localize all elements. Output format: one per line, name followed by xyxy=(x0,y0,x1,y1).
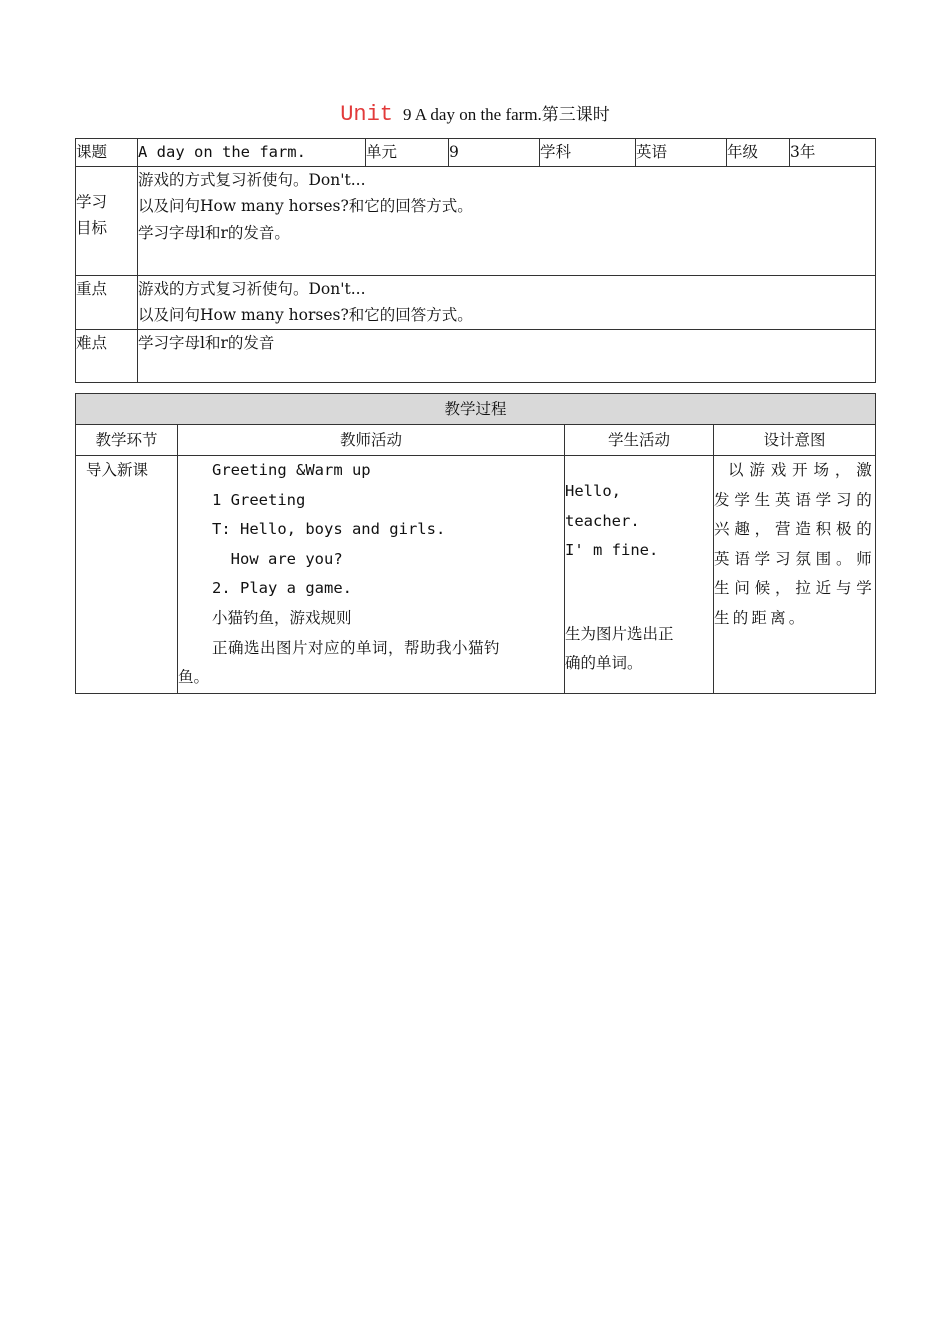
teacher-line: How are you? xyxy=(212,549,343,568)
objectives-row xyxy=(76,166,876,275)
objectives-label xyxy=(76,166,138,275)
subject-value: 英语 xyxy=(636,139,727,167)
difficulties-content xyxy=(138,329,876,382)
key-point-line: 以及问句How many horses?和它的回答方式。 xyxy=(138,306,473,324)
teacher-activity xyxy=(178,456,565,694)
difficulties-label: 难点 xyxy=(76,329,138,382)
col-teacher: 教师活动 xyxy=(178,425,565,456)
teacher-line: 2. Play a game. xyxy=(212,579,352,598)
student-line: Hello, xyxy=(565,482,621,500)
process-columns-row xyxy=(76,425,876,456)
document-title xyxy=(0,100,950,127)
student-line: 生为图片选出正 xyxy=(565,624,674,643)
col-student: 学生活动 xyxy=(565,425,714,456)
objective-line: 游戏的方式复习祈使句。Don't... xyxy=(138,170,366,189)
unit-label: 单元 xyxy=(366,139,449,167)
teaching-process-table xyxy=(75,393,876,694)
objective-line: 以及问句How many horses?和它的回答方式。 xyxy=(138,197,473,215)
subject-label: 学科 xyxy=(540,139,636,167)
student-line: 确的单词。 xyxy=(565,654,643,673)
teacher-line: 正确选出图片对应的单词，帮助我小猫钓 xyxy=(212,638,501,657)
key-points-content xyxy=(138,275,876,329)
process-row-intro xyxy=(76,456,876,694)
process-header: 教学过程 xyxy=(76,394,876,425)
teacher-line: Greeting &Warm up xyxy=(212,461,371,479)
design-intent-text: 以游戏开场，激发学生英语学习的兴趣，营造积极的英语学习氛围。师生问候，拉近与学生的距离。 xyxy=(714,461,876,627)
col-intent: 设计意图 xyxy=(714,425,876,456)
unit-value: 9 xyxy=(449,139,540,167)
title-rest: 9 A day on the farm.第三课时 xyxy=(403,105,610,124)
key-points-row xyxy=(76,275,876,329)
student-activity xyxy=(565,456,714,694)
lesson-info-table xyxy=(75,138,876,383)
stage-cell: 导入新课 xyxy=(76,456,178,694)
title-unit-word: Unit xyxy=(340,102,393,127)
student-line: teacher. xyxy=(565,511,640,530)
grade-value: 3年 xyxy=(790,139,876,167)
objectives-content xyxy=(138,166,876,275)
teacher-line: T: Hello, boys and girls. xyxy=(212,520,446,539)
key-point-line: 游戏的方式复习祈使句。Don't... xyxy=(138,279,366,298)
info-row xyxy=(76,139,876,167)
grade-label: 年级 xyxy=(727,139,790,167)
topic-label: 课题 xyxy=(76,139,138,167)
teacher-line: 鱼。 xyxy=(178,668,210,687)
key-points-label: 重点 xyxy=(76,275,138,329)
student-line: I' m fine. xyxy=(565,541,659,560)
difficulty-line: 学习字母l和r的发音 xyxy=(138,333,275,352)
teacher-line: 1 Greeting xyxy=(212,490,306,509)
col-stage: 教学环节 xyxy=(76,425,178,456)
process-header-row xyxy=(76,394,876,425)
topic-value: A day on the farm. xyxy=(138,139,366,167)
design-intent xyxy=(714,456,876,694)
teacher-line: 小猫钓鱼，游戏规则 xyxy=(212,608,352,627)
difficulties-row xyxy=(76,329,876,382)
objectives-label-line2: 目标 xyxy=(76,219,108,237)
objectives-label-line1: 学习 xyxy=(76,192,108,211)
objective-line: 学习字母l和r的发音。 xyxy=(138,223,290,242)
